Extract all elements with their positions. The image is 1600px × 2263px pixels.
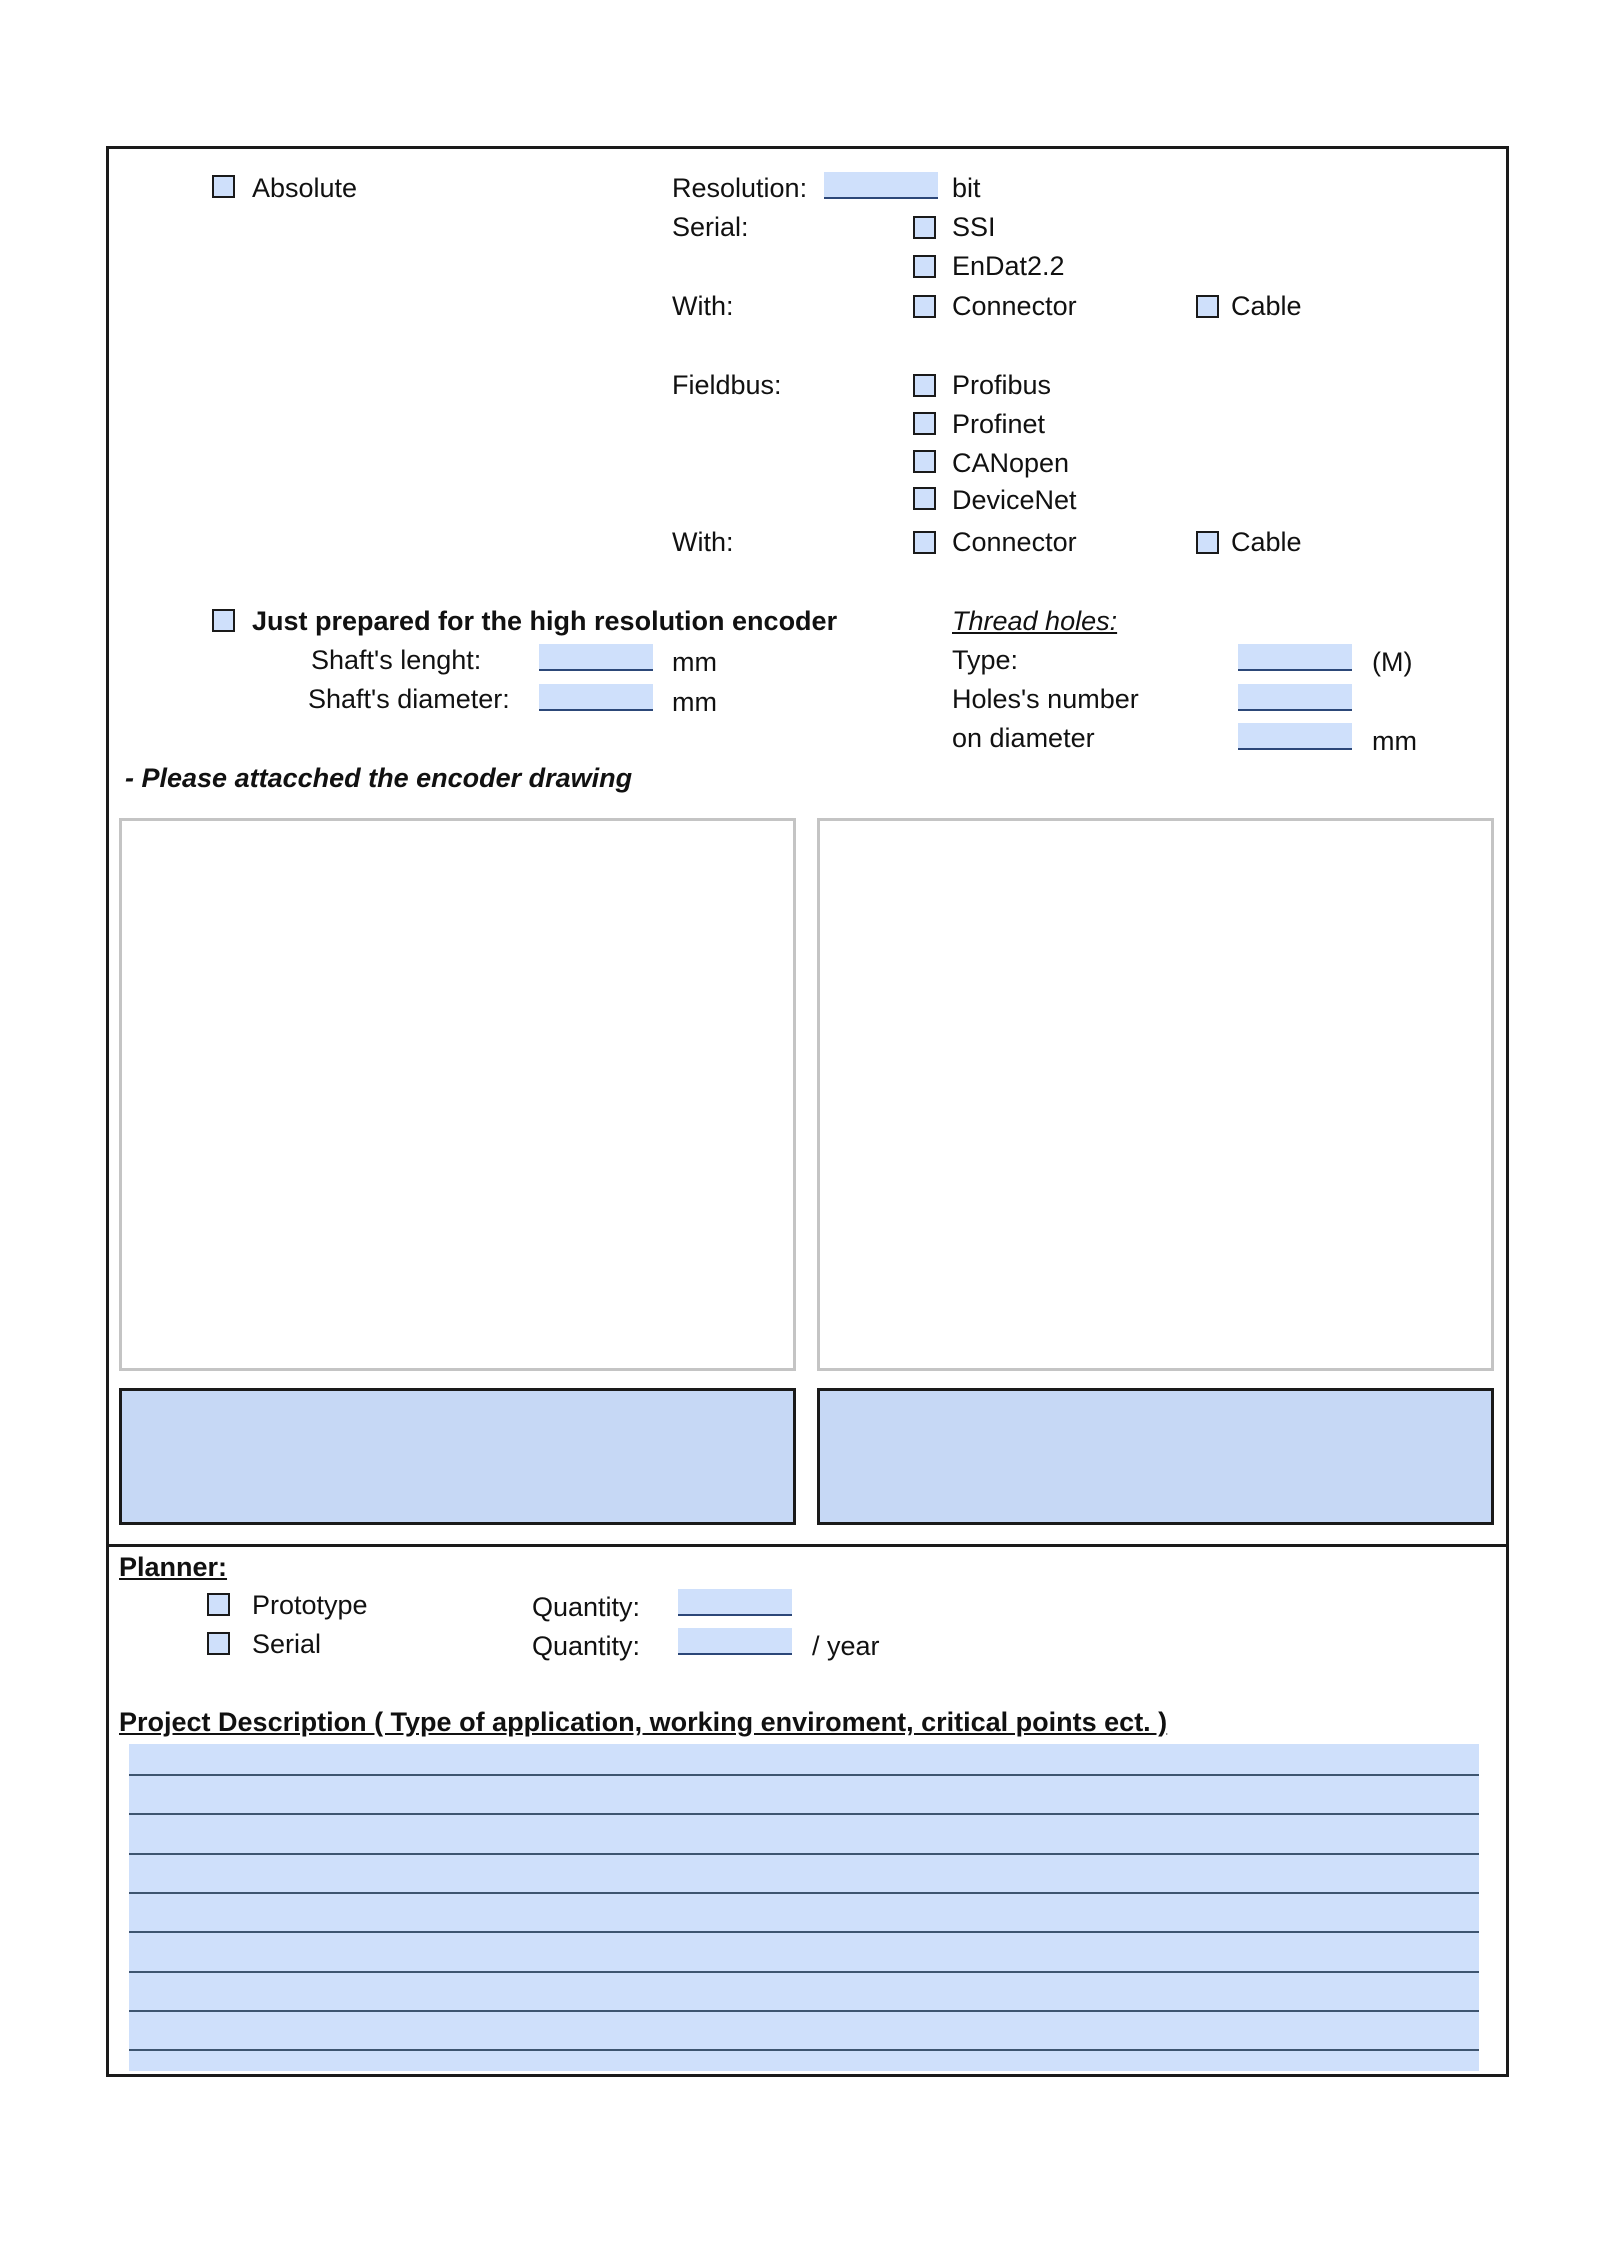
planner-title: Planner: — [119, 1552, 228, 1582]
profibus-checkbox[interactable] — [913, 374, 936, 397]
prototype-quantity-field[interactable] — [678, 1589, 792, 1616]
connector-label-fieldbus: Connector — [952, 527, 1077, 557]
with-label-serial: With: — [672, 291, 734, 321]
holes-number-field[interactable] — [1238, 684, 1352, 711]
prototype-checkbox[interactable] — [207, 1593, 230, 1616]
serial-quantity-field[interactable] — [678, 1628, 792, 1655]
serial-production-label: Serial — [252, 1629, 322, 1659]
description-line — [129, 1774, 1479, 1776]
description-line — [129, 2049, 1479, 2051]
resolution-field[interactable] — [824, 172, 938, 199]
devicenet-label: DeviceNet — [952, 485, 1077, 515]
cable-label-fieldbus: Cable — [1231, 527, 1302, 557]
holes-number-label: Holes's number — [952, 684, 1139, 714]
shaft-diameter-field[interactable] — [539, 684, 653, 711]
drawing-caption-right[interactable] — [817, 1388, 1494, 1525]
profinet-checkbox[interactable] — [913, 412, 936, 435]
canopen-label: CANopen — [952, 448, 1070, 478]
thread-type-field[interactable] — [1238, 644, 1352, 671]
absolute-checkbox[interactable] — [212, 175, 235, 198]
connector-checkbox-serial[interactable] — [913, 295, 936, 318]
profibus-label: Profibus — [952, 370, 1052, 400]
ssi-label: SSI — [952, 212, 996, 242]
on-diameter-unit: mm — [1372, 726, 1417, 756]
description-line — [129, 1892, 1479, 1894]
shaft-diameter-unit: mm — [672, 687, 717, 717]
on-diameter-field[interactable] — [1238, 723, 1352, 750]
on-diameter-label: on diameter — [952, 723, 1095, 753]
cable-label-serial: Cable — [1231, 291, 1302, 321]
description-line — [129, 1971, 1479, 1973]
ssi-checkbox[interactable] — [913, 216, 936, 239]
devicenet-checkbox[interactable] — [913, 487, 936, 510]
serial-quantity-label: Quantity: — [532, 1631, 641, 1661]
shaft-length-unit: mm — [672, 647, 717, 677]
drawing-box-right[interactable] — [817, 818, 1494, 1371]
shaft-diameter-label: Shaft's diameter: — [308, 684, 510, 714]
cable-checkbox-serial[interactable] — [1196, 295, 1219, 318]
drawing-box-left[interactable] — [119, 818, 796, 1371]
serial-checkbox[interactable] — [207, 1632, 230, 1655]
high-res-label: Just prepared for the high resolution encoder — [252, 606, 838, 636]
description-line — [129, 1931, 1479, 1933]
drawing-note: - Please attacched the encoder drawing — [125, 763, 633, 793]
prototype-label: Prototype — [252, 1590, 368, 1620]
shaft-length-label: Shaft's lenght: — [311, 645, 482, 675]
thread-type-label: Type: — [952, 645, 1019, 675]
fieldbus-label: Fieldbus: — [672, 370, 782, 400]
serial-label: Serial: — [672, 212, 749, 242]
endat-label: EnDat2.2 — [952, 251, 1065, 281]
absolute-label: Absolute — [252, 173, 358, 203]
per-year-label: / year — [812, 1631, 880, 1661]
cable-checkbox-fieldbus[interactable] — [1196, 531, 1219, 554]
resolution-unit: bit — [952, 173, 981, 203]
high-res-checkbox[interactable] — [212, 609, 235, 632]
connector-label-serial: Connector — [952, 291, 1077, 321]
with-label-fieldbus: With: — [672, 527, 734, 557]
connector-checkbox-fieldbus[interactable] — [913, 531, 936, 554]
endat-checkbox[interactable] — [913, 255, 936, 278]
thread-holes-title: Thread holes: — [952, 606, 1118, 636]
resolution-label: Resolution: — [672, 173, 808, 203]
thread-type-unit: (M) — [1372, 647, 1413, 677]
project-description-area[interactable] — [129, 1744, 1479, 2071]
profinet-label: Profinet — [952, 409, 1046, 439]
description-line — [129, 1813, 1479, 1815]
shaft-length-field[interactable] — [539, 644, 653, 671]
drawing-caption-left[interactable] — [119, 1388, 796, 1525]
project-description-title: Project Description ( Type of application, working enviroment, critical points ect. ) — [119, 1707, 1168, 1737]
description-line — [129, 1853, 1479, 1855]
description-line — [129, 2010, 1479, 2012]
canopen-checkbox[interactable] — [913, 450, 936, 473]
prototype-quantity-label: Quantity: — [532, 1592, 641, 1622]
